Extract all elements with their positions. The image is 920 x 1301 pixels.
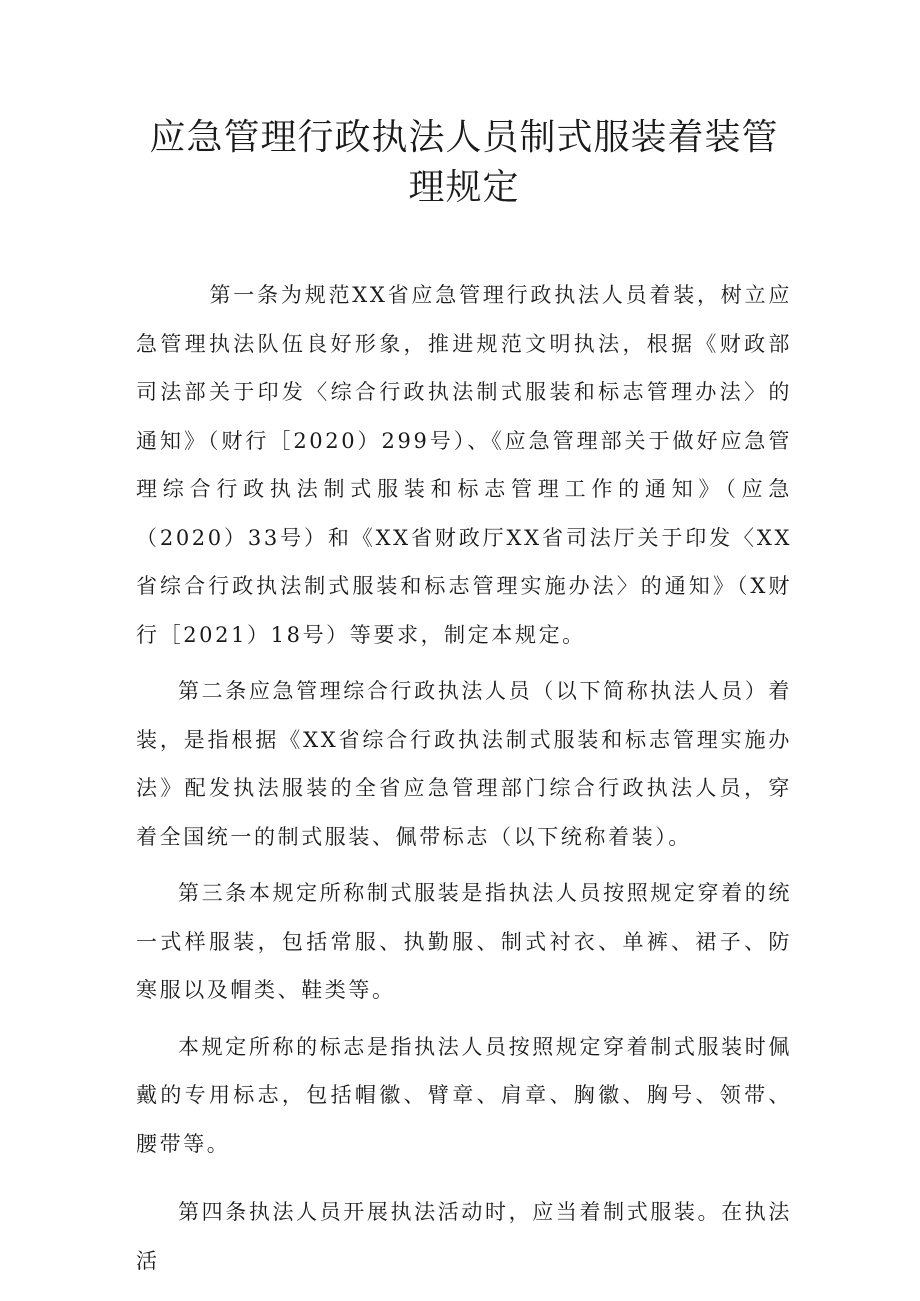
insignia-definition-paragraph: 本规定所称的标志是指执法人员按照规定穿着制式服装时佩戴的专用标志，包括帽徽、臂章、肩章、胸徽、胸号、领带、腰带等。 bbox=[136, 1034, 792, 1156]
document-title: 应急管理行政执法人员制式服装着装管理规定 bbox=[149, 117, 779, 208]
article-2-paragraph: 第二条应急管理综合行政执法人员（以下简称执法人员）着装，是指根据《XX省综合行政执法制式服装和标志管理实施办法》配发执法服装的全省应急管理部门综合行政执法人员，穿着全国统一的制式服装、佩带标志（以下统称着装）。 bbox=[136, 679, 792, 849]
article-1-paragraph: 第一条为规范XX省应急管理行政执法人员着装，树立应急管理执法队伍良好形象，推进规范文明执法，根据《财政部司法部关于印发〈综合行政执法制式服装和标志管理办法〉的通知》（财行［2020）299号）、《应急管理部关于做好应急管理综合行政执法制式服装和标志管理工作的通知》（应急（2020）33号）和《XX省财政厅XX省司法厅关于印发〈XX省综合行政执法制式服装和标志管理实施办法〉的通知》（X财行［2021）18号）等要求，制定本规定。 bbox=[136, 283, 792, 647]
article-3-paragraph: 第三条本规定所称制式服装是指执法人员按照规定穿着的统一式样服装，包括常服、执勤服、制式衬衣、单裤、裙子、防寒服以及帽类、鞋类等。 bbox=[136, 881, 792, 1002]
article-4-paragraph: 第四条执法人员开展执法活动时，应当着制式服装。在执法活 bbox=[136, 1200, 792, 1273]
